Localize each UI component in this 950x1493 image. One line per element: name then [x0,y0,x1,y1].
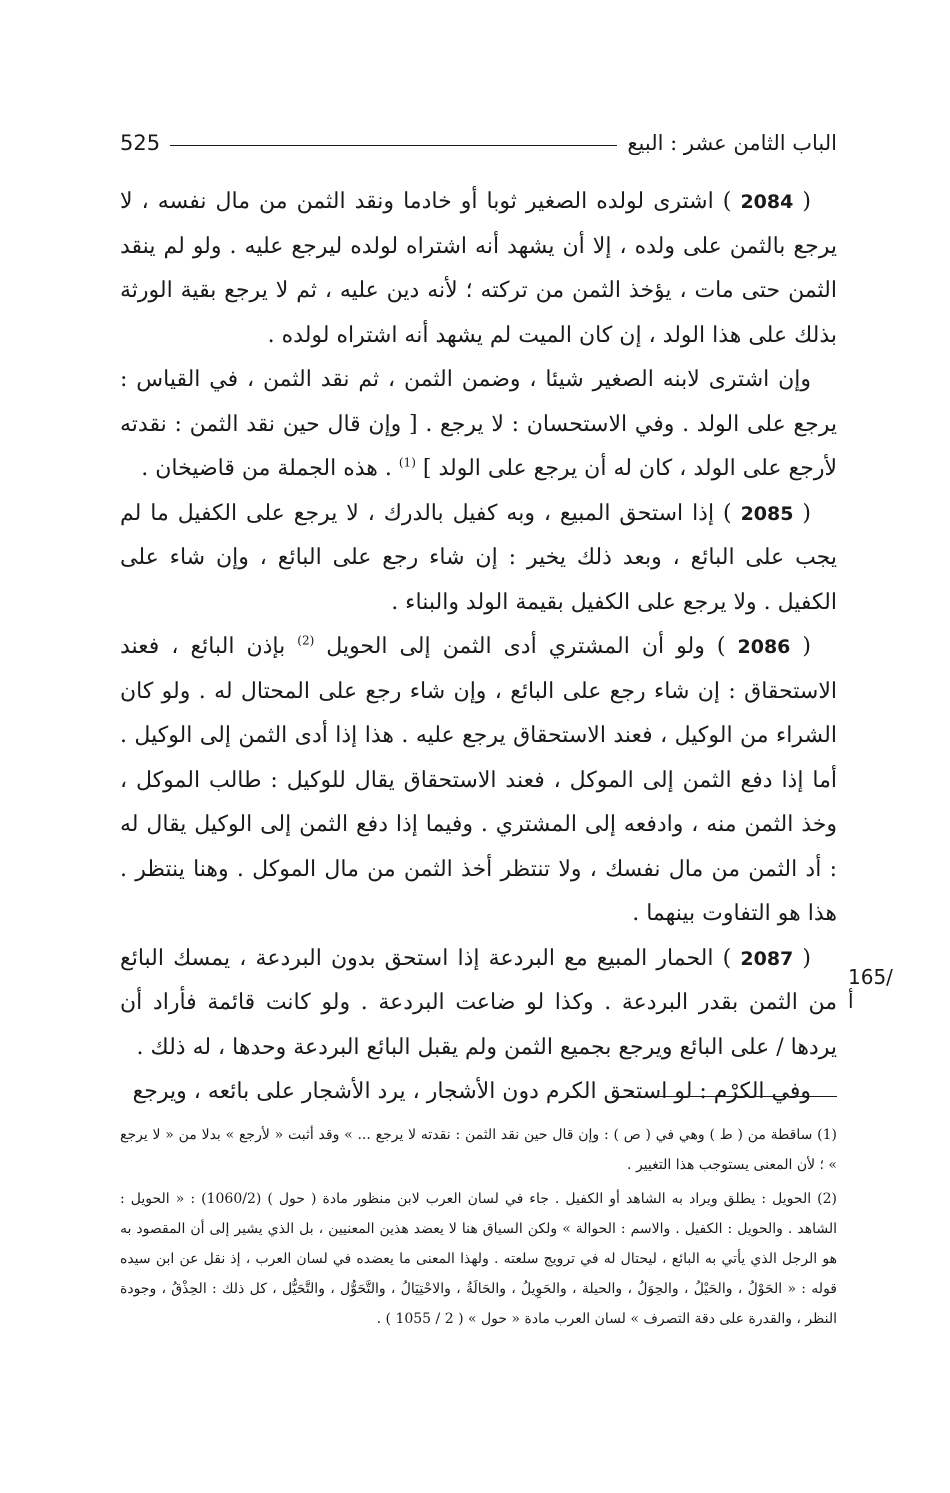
footnote-2: (2) الحويل : يطلق ويراد به الشاهد أو الكفيل . جاء في لسان العرب لابن منظور مادة ( حول ) (1060/2) : « الحويل : الشاهد . والحويل : الكفيل . والاسم : الحوالة » ولكن السياق هنا لا يعضد هذين المعنيين ، بل الذي يشير إلى أن المقصود به هو الرجل الذي يأتي به البائع ، ليحتال له في ترويج سلعته . ولهذا المعنى ما يعضده في لسان العرب ، إذ نقل عن ابن سيده قوله : « الحَوْلُ ، والحَيْلُ ، والحِوَلُ ، والحيلة ، والحَوِيلُ ، والحَالَةُ ، والاحْتِيَالُ ، والتَّحَوُّل ، والتَّحَيُّل ، كل ذلك : الحِذْقُ ، وجودة النظر ، والقدرة على دقة التصرف » لسان العرب مادة « حول » ( 2 / 1055 ) . [120,1191,837,1327]
running-header [120,126,837,160]
chapter-title: الباب الثامن عشر : البيع [627,131,837,155]
paragraph-text: إذا استحق المبيع ، وبه كفيل بالدرك ، لا يرجع على الكفيل ما لم يجب على البائع ، وبعد ذلك يخير : إن شاء رجع على البائع ، وإن شاء على الكفيل . ولا يرجع على الكفيل بقيمة الولد والبناء . [120,500,837,615]
paragraph-text: . هذه الجملة من قاضيخان . [141,456,392,481]
paragraph-text: اشترى لولده الصغير ثوبا أو خادما ونقد الثمن من مال نفسه ، لا يرجع بالثمن على ولده ، إلا أن يشهد أنه اشتراه لولده ليرجع عليه . ولو لم ينقد الثمن حتى مات ، يؤخذ الثمن من تركته ؛ لأنه دين عليه ، ثم لا يرجع بقية الورثة بذلك على هذا الولد ، إن كان الميت لم يشهد أنه اشتراه لولده . [120,189,837,348]
issue-number: 2085 [740,502,794,525]
footnote-ref-1: (1) [398,455,416,470]
paragraph-2086: ( 2086 ) ولو أن المشتري أدى الثمن إلى الحويل $^{(2)}$ بإذن البائع ، فعند الاستحقاق : إن شاء رجع على البائع ، وإن شاء رجع على المحتال له . ولو كان الشراء من الوكيل ، فعند الاستحقاق يرجع عليه . هذا إذا أدى الثمن إلى الوكيل . أما إذا دفع الثمن إلى الموكل ، فعند الاستحقاق يقال للوكيل : طالب الموكل ، وخذ الثمن منه ، وادفعه إلى المشتري . وفيما إذا دفع الثمن إلى الوكيل يقال له : أد الثمن من مال نفسك ، ولا تنتظر أخذ الثمن من مال الموكل . وهنا ينتظر . هذا هو التفاوت بينهما . [120,633,837,926]
issue-number: 2087 [740,947,794,970]
main-text [120,180,837,1115]
paragraph-text: وإن اشترى لابنه الصغير شيئا ، وضمن الثمن ، ثم نقد الثمن ، في القياس : يرجع على الولد . وفي الاستحسان : لا يرجع . [ وإن قال حين نقد الثمن : نقدته لأرجع على الولد ، كان له أن يرجع على الولد ] [120,367,837,481]
header-rule [170,145,617,146]
footnote-ref-2: (2) [297,633,315,648]
folio-margin-note: 165/أ [848,965,893,1013]
paragraph-karm [120,1070,837,1115]
paragraph-text: الحمار المبيع مع البردعة إذا استحق بدون البردعة ، يمسك البائع من الثمن بقدر البردعة . وكذا لو ضاعت البردعة . ولو كانت قائمة فأراد أن يردها / على البائع ويرجع بجميع الثمن ولم يقبل البائع البردعة وحدها ، له ذلك . [120,945,837,1060]
issue-number: 2086 [737,636,791,658]
page-number: 525 [120,131,161,155]
paragraph-text: ولو أن المشتري أدى الثمن إلى الحويل [326,634,705,659]
paragraph-text: بإذن البائع ، فعند الاستحقاق : إن شاء رجع على البائع ، وإن شاء رجع على المحتال له . ولو كان الشراء من الوكيل ، فعند الاستحقاق يرجع عليه . هذا إذا أدى الثمن إلى الوكيل . أما إذا دفع الثمن إلى الموكل ، فعند الاستحقاق يقال للوكيل : طالب الموكل ، وخذ الثمن منه ، وادفعه إلى المشتري . وفيما إذا دفع الثمن إلى الوكيل يقال له : أد الثمن من مال نفسك ، ولا تنتظر أخذ الثمن من مال الموكل . وهنا ينتظر . هذا هو التفاوت بينهما . [120,634,837,926]
footnote-separator [612,1096,837,1097]
paragraph-continuation [120,358,837,492]
issue-number: 2084 [740,191,794,213]
paragraph-2084: ( 2084 ) اشترى لولده الصغير ثوبا أو خادما ونقد الثمن من مال نفسه ، لا يرجع بالثمن على ولده ، إلا أن يشهد أنه اشتراه لولده ليرجع عليه . ولو لم ينقد الثمن حتى مات ، يؤخذ الثمن من تركته ؛ لأنه دين عليه ، ثم لا يرجع بقية الورثة بذلك على هذا الولد ، إن كان الميت لم يشهد أنه اشتراه لولده . [120,189,837,348]
paragraph-2087: ( 2087 ) الحمار المبيع مع البردعة إذا استحق بدون البردعة ، يمسك البائع من الثمن بقدر البردعة . وكذا لو ضاعت البردعة . ولو كانت قائمة فأراد أن يردها / على البائع ويرجع بجميع الثمن ولم يقبل البائع البردعة وحدها ، له ذلك . [120,945,837,1060]
paragraph-2085: ( 2085 ) إذا استحق المبيع ، وبه كفيل بالدرك ، لا يرجع على الكفيل ما لم يجب على البائع ، وبعد ذلك يخير : إن شاء رجع على البائع ، وإن شاء على الكفيل . ولا يرجع على الكفيل بقيمة الولد والبناء . [120,500,837,615]
footnote-1: (1) ساقطة من ( ط ) وهي في ( ص ) : وإن قال حين نقد الثمن : نقدته لا يرجع ... » وقد أثبت « لأرجع » بدلا من « لا يرجع » ؛ لأن المعنى يستوجب هذا التغيير . [120,1127,837,1173]
footnotes [120,1120,837,1338]
paragraph-text: وفي الكرْم : لو استحق الكرم دون الأشجار ، يرد الأشجار على بائعه ، ويرجع [132,1079,811,1104]
